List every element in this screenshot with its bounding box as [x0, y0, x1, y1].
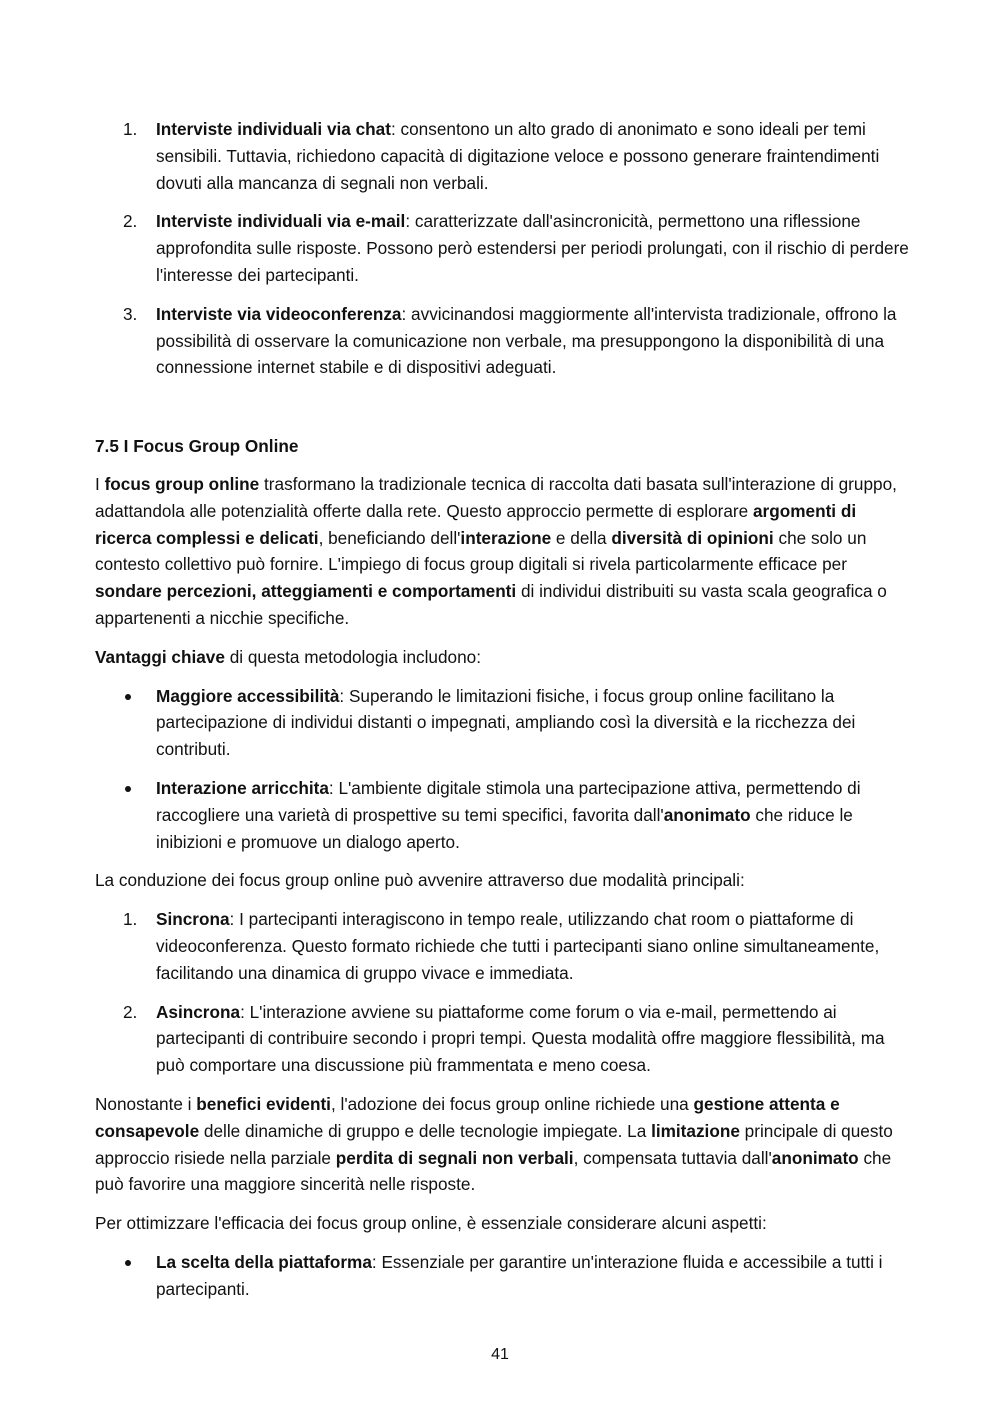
bullet-item-text: [156, 1252, 883, 1299]
bullet-icon: [125, 786, 131, 792]
text-run: che solo un contesto collettivo può fornire. L'impiego di focus group digitali si rivela particolarmente efficace per: [95, 527, 867, 575]
limits-paragraph: [95, 1091, 910, 1198]
text-run: trasformano la tradizionale tecnica di raccolta dati basata sull'interazione di gruppo, adattandola alle potenzialità offerte dalla rete. Questo approccio permette di esplorare: [95, 473, 897, 521]
list-item: [95, 116, 910, 196]
advantages-intro: [95, 644, 910, 671]
list-item-text: : avvicinandosi maggiormente all'intervista tradizionale, offrono la possibilità di osservare la comunicazione non verbale, ma presuppongono la disponibilità di una connessione internet stabile e di dispositivi adeguati.: [156, 303, 897, 378]
bullet-icon: [125, 694, 131, 700]
text-run: che riduce le inibizioni e promuove un dialogo aperto.: [156, 804, 853, 852]
text-run: di individui distribuiti su vasta scala geografica o appartenenti a nicchie specifiche.: [95, 581, 887, 628]
text-run: I: [95, 473, 105, 494]
bold-text-run: Maggiore accessibilità: [156, 685, 340, 706]
text-run: : Essenziale per garantire un'interazione fluida e accessibile a tutti i partecipanti.: [156, 1251, 883, 1299]
advantages-list: [95, 683, 910, 856]
list-item-title: Interviste via videoconferenza: [156, 303, 402, 324]
document-page: [95, 116, 910, 1314]
list-number: 1.: [123, 909, 138, 930]
text-run: , beneficiando dell': [318, 527, 461, 548]
modes-intro: La conduzione dei focus group online può avvenire attraverso due modalità principali:: [95, 870, 745, 891]
modes-list: [95, 906, 910, 1079]
bullet-item-text: [156, 686, 855, 760]
list-item-text: : I partecipanti interagiscono in tempo reale, utilizzando chat room o piattaforme di videoconferenza. Questo formato richiede che tutti i partecipanti siano online simultaneamente, facilitando una dinamica di gruppo vivace e immediata.: [156, 909, 880, 983]
list-item-title: Interviste individuali via chat: [156, 119, 391, 139]
bullet-item: [95, 1249, 910, 1303]
bullet-item: [95, 775, 910, 855]
bold-text-run: Interazione arricchita: [156, 777, 329, 798]
advantages-intro-text: di questa metodologia includono:: [224, 646, 482, 667]
bold-text-run: perdita di segnali non verbali: [335, 1147, 574, 1168]
list-item-title: Sincrona: [156, 909, 230, 930]
list-number: 2.: [123, 211, 138, 232]
text-run: : Superando le limitazioni fisiche, i focus group online facilitano la partecipazione di individui distanti o impegnati, ampliando così la diversità e la ricchezza dei contributi.: [156, 685, 856, 760]
bold-text-run: interazione: [460, 527, 552, 548]
list-item-text: : caratterizzate dall'asincronicità, permettono una riflessione approfondita sulle risposte. Possono però estendersi per periodi prolungati, con il rischio di perdere l'interesse dei partecipanti.: [156, 211, 909, 285]
text-run: , compensata tuttavia dall': [573, 1147, 772, 1168]
list-item-text: : L'interazione avviene su piattaforme come forum o via e-mail, permettendo ai partecipanti di contribuire secondo i propri tempi. Questa modalità offre maggiore flessibilità, ma può comportare una discussione più frammentata e meno coesa.: [156, 1001, 885, 1076]
text-run: , l'adozione dei focus group online richiede una: [330, 1093, 694, 1114]
bold-text-run: anonimato: [663, 804, 751, 825]
bold-text-run: anonimato: [771, 1147, 859, 1168]
list-item: [95, 208, 910, 288]
bold-text-run: limitazione: [651, 1120, 740, 1141]
bold-text-run: focus group online: [104, 473, 260, 494]
bold-text-run: diversità di opinioni: [611, 527, 774, 548]
list-item-title: Interviste individuali via e-mail: [156, 211, 406, 232]
bold-text-run: La scelta della piattaforma: [156, 1251, 372, 1272]
bullet-item: [95, 683, 910, 763]
list-item-title: Asincrona: [156, 1001, 241, 1022]
list-number: 2.: [123, 1001, 138, 1022]
bold-text-run: sondare percezioni, atteggiamenti e comportamenti: [95, 581, 517, 602]
bullet-icon: [125, 1260, 131, 1266]
list-item: [95, 999, 910, 1079]
list-item-text: : consentono un alto grado di anonimato e sono ideali per temi sensibili. Tuttavia, richiedono capacità di digitazione veloce e possono generare fraintendimenti dovuti alla mancanza di segnali non verbali.: [156, 119, 880, 193]
bold-text-run: benefici evidenti: [196, 1093, 331, 1114]
aspects-list: [95, 1249, 910, 1303]
advantages-intro-bold: Vantaggi chiave: [95, 646, 225, 667]
text-run: delle dinamiche di gruppo e delle tecnologie impiegate. La: [199, 1120, 652, 1141]
text-run: che può favorire una maggiore sincerità nelle risposte.: [95, 1147, 892, 1195]
text-run: Nonostante i: [95, 1093, 197, 1114]
aspects-intro: Per ottimizzare l'efficacia dei focus group online, è essenziale considerare alcuni aspetti:: [95, 1213, 767, 1234]
list-number: 3.: [123, 303, 138, 324]
page-number: 41: [491, 1346, 509, 1363]
intro-paragraph: [95, 471, 910, 632]
bold-text-run: gestione attenta e consapevole: [95, 1093, 840, 1141]
bullet-item-text: [156, 778, 861, 852]
text-run: : L'ambiente digitale stimola una partecipazione attiva, permettendo di raccogliere una varietà di prospettive su temi specifici, favorita dall': [156, 777, 861, 825]
bold-text-run: argomenti di ricerca complessi e delicati: [95, 500, 857, 548]
section-heading: 7.5 I Focus Group Online: [95, 436, 299, 457]
interview-types-list: [95, 116, 910, 381]
text-run: principale di questo approccio risiede nella parziale: [95, 1120, 893, 1168]
list-item: [95, 301, 910, 381]
list-number: 1.: [123, 119, 138, 139]
list-item: [95, 906, 910, 986]
text-run: e della: [551, 527, 612, 548]
